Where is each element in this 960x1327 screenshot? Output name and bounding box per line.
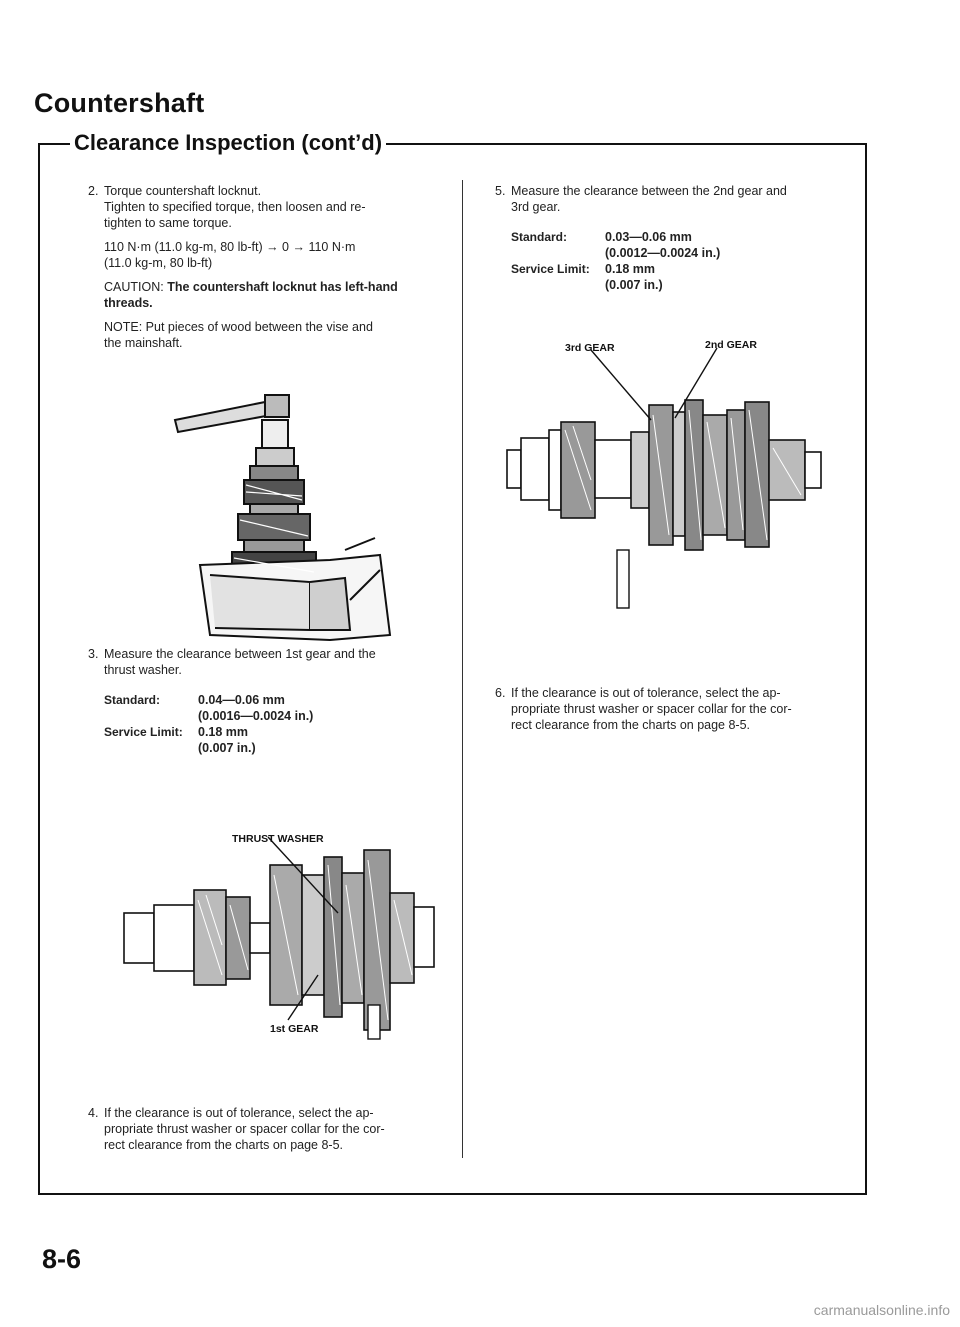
step-5-number: 5. [495, 184, 506, 198]
step-6-number: 6. [495, 686, 506, 700]
standard-label: Standard: [104, 693, 161, 707]
standard-value: 0.04—0.06 mm [198, 693, 285, 707]
step-4-number: 4. [88, 1106, 99, 1120]
step-2-line: tighten to same torque. [104, 216, 232, 230]
step-2-number: 2. [88, 184, 99, 198]
step-4-line: rect clearance from the charts on page 8-5. [104, 1138, 344, 1152]
step-3-line: Measure the clearance between 1st gear and the [104, 647, 376, 661]
torque-spec-line: (11.0 kg-m, 80 lb-ft) [104, 256, 213, 270]
standard-value: (0.0012—0.0024 in.) [605, 246, 721, 260]
step-5 [495, 183, 855, 293]
service-limit-label: Service Limit: [104, 725, 183, 739]
caution-text: threads. [104, 296, 153, 310]
step-2-line: Tighten to specified torque, then loosen and re- [104, 200, 366, 214]
torque-spec-line: 110 N·m (11.0 kg-m, 80 lb-ft) → 0 → 110 N·m [104, 240, 356, 254]
service-limit-value: (0.007 in.) [605, 278, 663, 292]
step-4 [88, 1105, 458, 1153]
third-gear-label: 3rd GEAR [565, 342, 615, 354]
thrust-washer-label: THRUST WASHER [232, 833, 324, 845]
service-limit-value: 0.18 mm [605, 262, 656, 276]
watermark[interactable]: carmanualsonline.info [813, 1302, 950, 1318]
step-5-line: Measure the clearance between the 2nd gear and [511, 184, 787, 198]
service-limit-value: (0.007 in.) [198, 741, 256, 755]
step-4-line: propriate thrust washer or spacer collar for the cor- [104, 1122, 385, 1136]
step-6-line: If the clearance is out of tolerance, select the ap- [511, 686, 781, 700]
step-4-line: If the clearance is out of tolerance, select the ap- [104, 1106, 374, 1120]
countershaft-illustration-2 [505, 360, 825, 620]
page-title: Countershaft [34, 88, 205, 118]
step-3-line: thrust washer. [104, 663, 182, 677]
service-limit-value: 0.18 mm [198, 725, 249, 739]
step-3 [88, 646, 458, 756]
second-gear-label: 2nd GEAR [705, 339, 757, 351]
step-2 [88, 183, 448, 351]
frame-top-border-right [382, 143, 865, 145]
service-limit-label: Service Limit: [511, 262, 590, 276]
caution-label: CAUTION: [104, 280, 164, 294]
standard-value: (0.0016—0.0024 in.) [198, 709, 314, 723]
step-6 [495, 685, 855, 733]
step-5-line: 3rd gear. [511, 200, 561, 214]
caution-text: The countershaft locknut has left-hand [167, 280, 398, 294]
page-number: 8-6 [42, 1244, 82, 1274]
standard-value: 0.03—0.06 mm [605, 230, 692, 244]
standard-label: Standard: [511, 230, 568, 244]
step-2-line: Torque countershaft locknut. [104, 184, 262, 198]
note-line: NOTE: Put pieces of wood between the vise and [104, 320, 373, 334]
note-line: the mainshaft. [104, 336, 183, 350]
frame-top-border-left [38, 143, 72, 145]
first-gear-label: 1st GEAR [270, 1023, 319, 1035]
column-divider [462, 180, 463, 1158]
step-6-line: propriate thrust washer or spacer collar for the cor- [511, 702, 792, 716]
step-3-number: 3. [88, 647, 99, 661]
countershaft-vise-illustration [170, 390, 400, 640]
section-title: Clearance Inspection (cont’d) [70, 130, 386, 156]
step-6-line: rect clearance from the charts on page 8-5. [511, 718, 751, 732]
countershaft-illustration-1 [118, 845, 438, 1040]
